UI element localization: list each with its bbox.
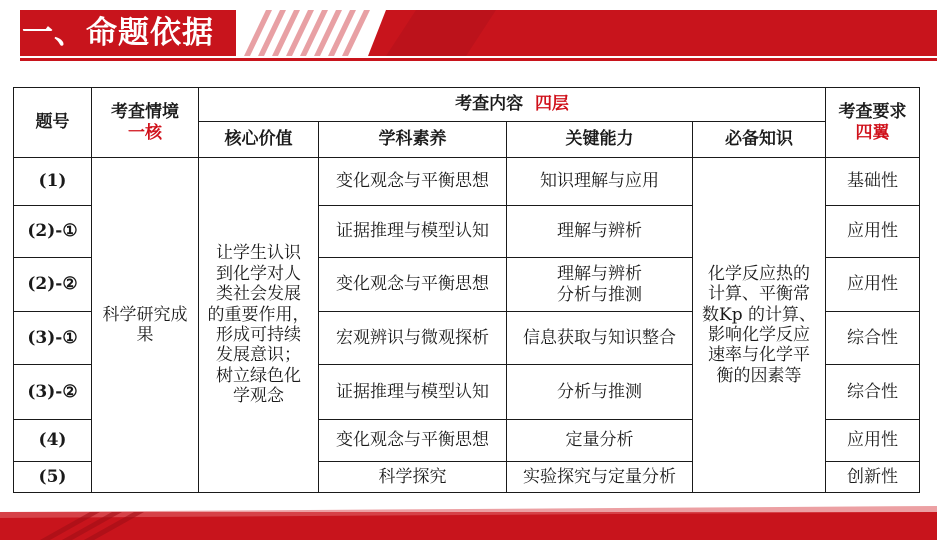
row-number: (2)-② (14, 258, 92, 312)
requirement-cell: 综合性 (826, 312, 920, 365)
header-rule (20, 58, 937, 61)
ability-cell: 理解与辨析 (507, 206, 693, 258)
subheader-core-value: 核心价值 (199, 122, 319, 158)
ability-cell: 定量分析 (507, 420, 693, 462)
header-context-sub: 一核 (128, 122, 162, 143)
header-number: 题号 (14, 88, 92, 158)
header-content-sub: 四层 (534, 94, 569, 115)
literacy-cell: 科学探究 (319, 462, 507, 493)
header-requirement-sub: 四翼 (855, 122, 890, 143)
requirement-cell: 综合性 (826, 365, 920, 420)
subheader-knowledge: 必备知识 (693, 122, 826, 158)
header-context: 考查情境 一核 (92, 88, 199, 158)
subheader-ability: 关键能力 (507, 122, 693, 158)
literacy-cell: 变化观念与平衡思想 (319, 258, 507, 312)
row-number: (2)-① (14, 206, 92, 258)
requirement-cell: 应用性 (826, 420, 920, 462)
ability-cell: 实验探究与定量分析 (507, 462, 693, 493)
requirement-cell: 创新性 (826, 462, 920, 493)
requirement-cell: 基础性 (826, 158, 920, 206)
header-stripes-decoration (236, 10, 937, 56)
page-title: 一、命题依据 (22, 15, 214, 51)
core-value-cell: 让学生认识 到化学对人 类社会发展 的重要作用， 形成可持续 发展意识； 树立绿色化 学观念 (199, 158, 319, 493)
ability-cell: 信息获取与知识整合 (507, 312, 693, 365)
ability-cell: 理解与辨析 分析与推测 (507, 258, 693, 312)
requirement-cell: 应用性 (826, 206, 920, 258)
row-number: (3)-① (14, 312, 92, 365)
literacy-cell: 证据推理与模型认知 (319, 365, 507, 420)
row-number: (4) (14, 420, 92, 462)
header-content: 考查内容 四层 (199, 88, 826, 122)
exam-basis-table (13, 87, 920, 493)
row-number: (5) (14, 462, 92, 493)
requirement-cell: 应用性 (826, 258, 920, 312)
literacy-cell: 证据推理与模型认知 (319, 206, 507, 258)
literacy-cell: 变化观念与平衡思想 (319, 158, 507, 206)
footer-band-decoration (0, 498, 937, 540)
subheader-literacy: 学科素养 (319, 122, 507, 158)
row-number: (1) (14, 158, 92, 206)
header-requirement: 考查要求 四翼 (826, 88, 920, 158)
context-cell: 科学研究成果 (92, 158, 199, 493)
literacy-cell: 宏观辨识与微观探析 (319, 312, 507, 365)
literacy-cell: 变化观念与平衡思想 (319, 420, 507, 462)
ability-cell: 知识理解与应用 (507, 158, 693, 206)
ability-cell: 分析与推测 (507, 365, 693, 420)
row-number: (3)-② (14, 365, 92, 420)
knowledge-cell: 化学反应热的 计算、平衡常 数Kp 的计算、 影响化学反应 速率与化学平 衡的因素等 (693, 158, 826, 493)
